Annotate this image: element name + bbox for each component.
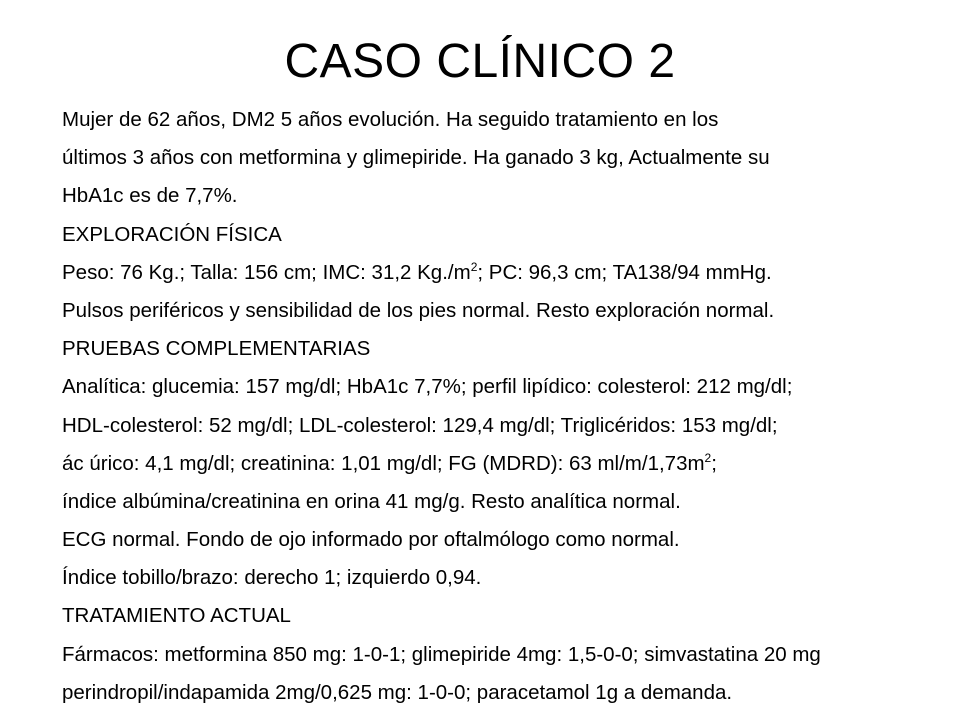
section-heading-exploracion: EXPLORACIÓN FÍSICA (62, 222, 282, 246)
lab-3-superscript: 2 (704, 450, 712, 465)
body-line-lab-2: HDL-colesterol: 52 mg/dl; LDL-colesterol: 129,4 mg/dl; Triglicéridos: 153 mg/dl; (62, 413, 778, 437)
slide-title: CASO CLÍNICO 2 (284, 35, 676, 88)
body-line-intro-1: Mujer de 62 años, DM2 5 años evolución. Ha seguido tratamiento en los (62, 108, 719, 131)
lab-3-text-post: ; (711, 451, 717, 475)
body-line-vitals (62, 254, 958, 292)
body-line-drugs-2: perindropil/indapamida 2mg/0,625 mg: 1-0-0; paracetamol 1g a demanda. (62, 680, 733, 704)
body-line-pulses: Pulsos periféricos y sensibilidad de los pies normal. Resto exploración normal. (62, 298, 775, 322)
body-line-drugs-1: Fármacos: metformina 850 mg: 1-0-1; glimepiride 4mg: 1,5-0-0; simvastatina 20 mg (62, 642, 821, 666)
body-line-intro-3: HbA1c es de 7,7%. (62, 184, 238, 208)
vitals-superscript: 2 (470, 259, 478, 274)
slide-body (62, 101, 958, 712)
body-line-lab-4: índice albúmina/creatinina en orina 41 mg/g. Resto analítica normal. (62, 489, 681, 513)
vitals-text-post: ; PC: 96,3 cm; TA138/94 mmHg. (477, 260, 772, 284)
body-line-lab-3 (62, 445, 958, 483)
body-line-lab-1: Analítica: glucemia: 157 mg/dl; HbA1c 7,7%; perfil lipídico: colesterol: 212 mg/dl; (62, 375, 793, 399)
section-heading-tratamiento: TRATAMIENTO ACTUAL (62, 604, 291, 628)
vitals-text-pre: Peso: 76 Kg.; Talla: 156 cm; IMC: 31,2 Kg./m (62, 260, 471, 284)
lab-3-text-pre: ác úrico: 4,1 mg/dl; creatinina: 1,01 mg/dl; FG (MDRD): 63 ml/m/1,73m (62, 451, 705, 475)
section-heading-pruebas: PRUEBAS COMPLEMENTARIAS (62, 337, 371, 361)
body-line-ecg: ECG normal. Fondo de ojo informado por oftalmólogo como normal. (62, 528, 680, 552)
body-line-ankle-brachial: Índice tobillo/brazo: derecho 1; izquierdo 0,94. (62, 566, 482, 590)
body-line-intro-2: últimos 3 años con metformina y glimepiride. Ha ganado 3 kg, Actualmente su (62, 146, 770, 170)
